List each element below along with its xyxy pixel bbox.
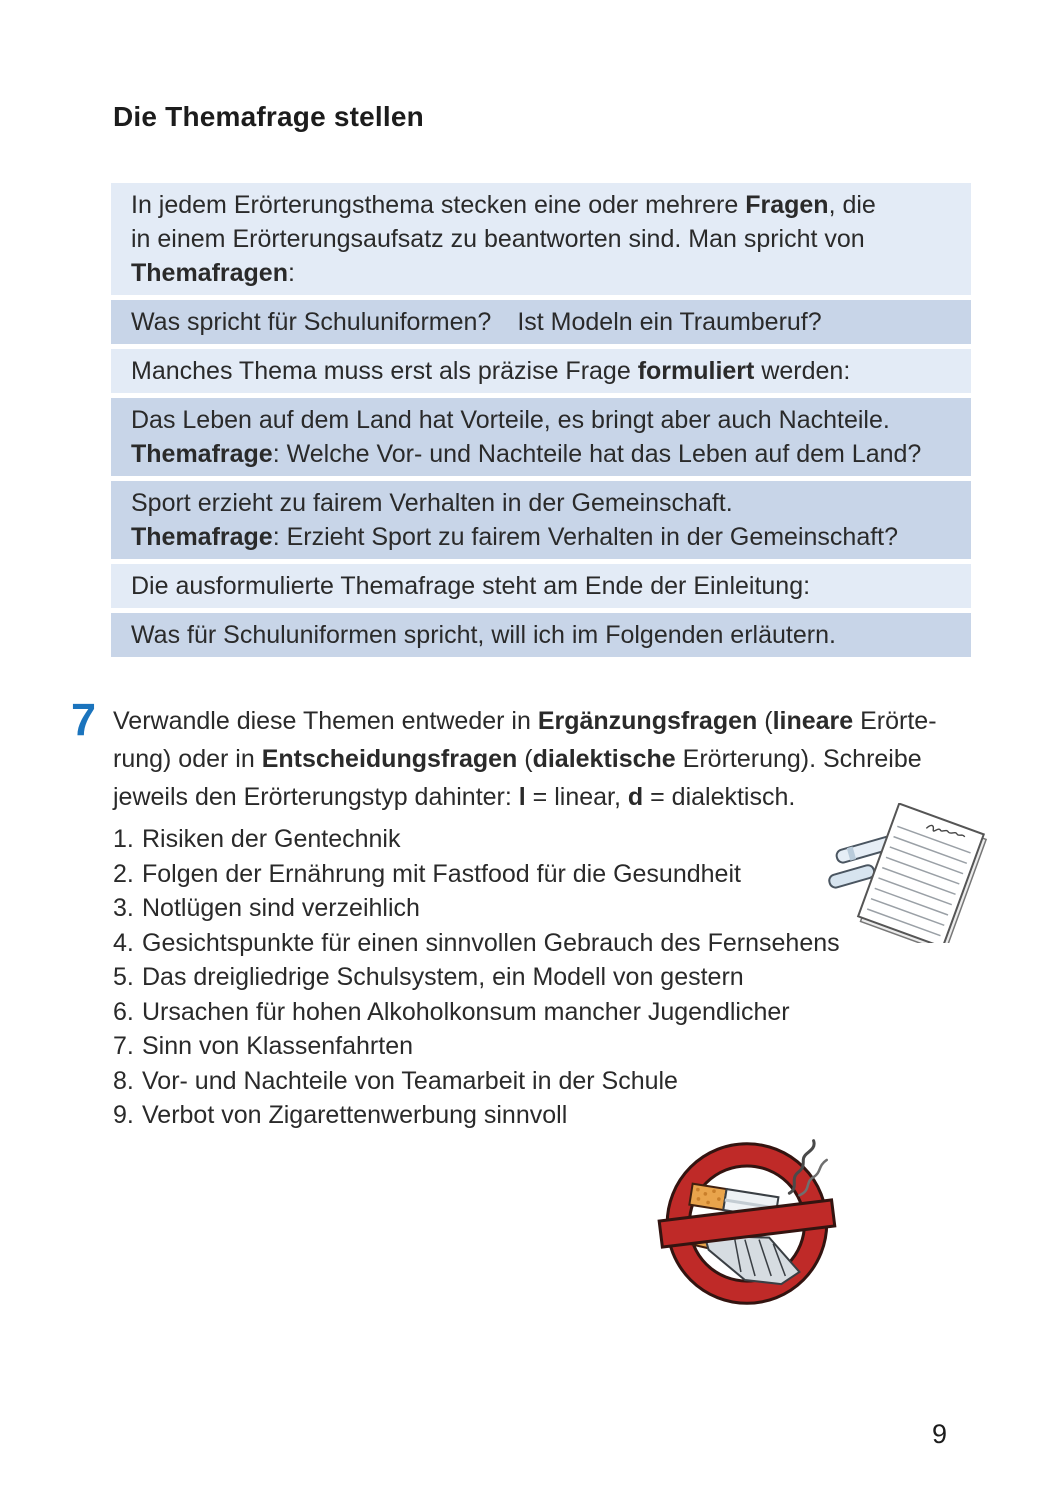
list-item-text: Notlügen sind verzeihlich [142,894,420,922]
text-segment: ( [517,745,533,773]
topic-list-item [113,926,840,961]
list-item-text: Vor- und Nachteile von Teamarbeit in der Schule [142,1066,678,1095]
list-item-number: 1. [113,825,134,853]
page-title: Die Themafrage stellen [113,101,424,132]
bold-text: l [518,783,526,811]
text-line [131,222,951,256]
bold-text: Fragen [745,191,829,219]
notepad-icon [857,804,988,943]
text-line [131,618,951,652]
list-item-number: 2. [113,859,134,888]
topic-list [113,822,840,1133]
list-item-text: Folgen der Ernährung mit Fastfood für die Gesundheit [142,859,741,888]
list-item-number: 9. [113,1101,134,1129]
text-line [131,403,951,437]
text-line [131,520,951,554]
bold-text: Ergänzungsfragen [537,707,758,735]
list-item-number: 7. [113,1032,134,1060]
text-segment: Manches Thema muss erst als präzise Frage [131,357,638,385]
list-item-number: 4. [113,928,134,957]
list-item-number: 5. [113,963,134,991]
list-item-text: Gesichtspunkte für einen sinnvollen Gebrauch des Fernsehens [142,928,840,957]
list-item-number: 6. [113,997,134,1026]
list-item-text: Das dreigliedrige Schulsystem, ein Modell von gestern [142,963,744,991]
topic-list-item [113,822,840,857]
text-line [131,354,951,388]
info-box [111,183,971,662]
bold-text: dialektische [532,745,676,773]
bold-text: Themafrage [131,440,273,468]
text-segment: in einem Erörterungsaufsatz zu beantworten sind. Man spricht von [131,225,865,253]
info-row [111,300,971,344]
info-row [111,398,971,476]
text-segment: = linear, [525,783,628,811]
list-item-text: Sinn von Klassenfahrten [142,1032,414,1060]
text-line [131,437,951,471]
exercise-number: 7 [71,694,97,745]
text-segment: , die [828,191,876,219]
info-row [111,349,971,393]
topic-list-item [113,1064,840,1099]
exercise-instruction [113,702,1003,816]
text-segment: Verwandle diese Themen entweder in [113,707,538,735]
topic-list-item [113,995,840,1030]
topic-list-item [113,891,840,926]
no-smoking-sign-illustration [646,1134,856,1312]
bold-text: Themafragen [131,259,288,287]
text-segment: In jedem Erörterungsthema stecken eine oder mehrere [131,191,746,219]
text-segment: : Erzieht Sport zu fairem Verhalten in der Gemeinschaft? [272,523,899,551]
info-row [111,481,971,559]
text-line [131,305,951,339]
text-segment: Die ausformulierte Themafrage steht am Ende der Einleitung: [131,572,811,600]
text-line [113,702,1003,740]
topic-list-item [113,857,840,892]
text-line [131,569,951,603]
text-segment: Erörte- [853,707,937,735]
list-item-text: Ursachen für hohen Alkoholkonsum mancher Jugendlicher [142,997,790,1026]
topic-list-item [113,960,840,995]
text-segment: : [287,259,295,287]
topic-list-item [113,1029,840,1064]
text-segment: Erörterung). Schreibe [675,745,922,773]
bold-text: d [627,783,644,811]
notepad-with-pen-illustration [820,803,1000,943]
text-segment: = dialektisch. [643,783,796,811]
list-item-number: 3. [113,894,134,922]
text-segment: rung) oder in [113,745,262,773]
text-segment: Was spricht für Schuluniformen? [131,308,492,336]
topic-list-item [113,1098,840,1133]
list-item-number: 8. [113,1066,134,1095]
text-segment: jeweils den Erörterungstyp dahinter: [113,783,519,811]
page-number: 9 [932,1419,948,1449]
list-item-text: Verbot von Zigarettenwerbung sinnvoll [142,1101,568,1129]
text-segment: werden: [754,357,851,385]
text-segment: Das Leben auf dem Land hat Vorteile, es bringt aber auch Nachteile. [131,406,890,434]
bold-text: Entscheidungsfragen [261,745,518,773]
info-row [111,613,971,657]
bold-text: lineare [772,707,854,735]
text-line [131,486,951,520]
text-segment: Ist Modeln ein Traumberuf? [517,308,822,336]
text-segment: Was für Schuluniformen spricht, will ich im Folgenden erläutern. [131,621,836,649]
info-row [111,183,971,295]
text-segment: ( [757,707,773,735]
info-row [111,564,971,608]
text-line [113,740,1003,778]
text-line [131,256,951,290]
text-segment: : Welche Vor- und Nachteile hat das Leben auf dem Land? [272,440,922,468]
list-item-text: Risiken der Gentechnik [142,825,401,853]
bold-text: formuliert [637,357,755,385]
text-line [131,188,951,222]
text-segment: Sport erzieht zu fairem Verhalten in der Gemeinschaft. [131,489,733,517]
bold-text: Themafrage [131,523,273,551]
